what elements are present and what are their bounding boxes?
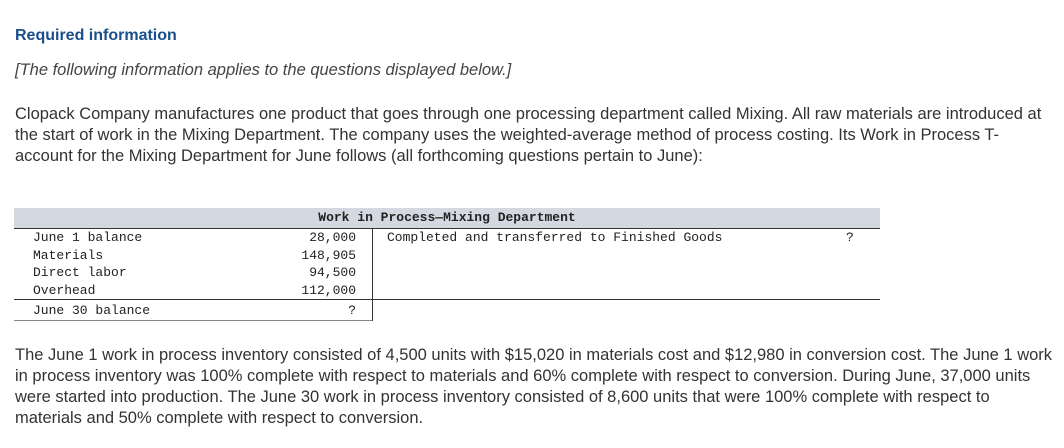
credit-label-transferred: Completed and transferred to Finished Goods bbox=[387, 230, 723, 245]
t-account-bottom-line bbox=[14, 320, 372, 321]
debit-label-direct-labor: Direct labor bbox=[33, 265, 127, 280]
intro-paragraph: Clopack Company manufactures one product that goes through one processing department called Mixing. All raw materials are introduced at the start of work in the Mixing Department. The company uses the weighted-average method of process costing. Its Work in Process T-account for the Mixing Department for June follows (all forthcoming questions pertain to June): bbox=[15, 105, 1042, 165]
t-account-divider bbox=[372, 228, 373, 321]
debit-amount-june1: 28,000 bbox=[309, 230, 356, 245]
debit-amount-materials: 148,905 bbox=[301, 248, 356, 263]
t-account-total-line bbox=[14, 299, 880, 300]
ending-balance-label: June 30 balance bbox=[33, 303, 151, 318]
t-account-title: Work in Process—Mixing Department bbox=[318, 210, 576, 225]
debit-amount-direct-labor: 94,500 bbox=[309, 265, 356, 280]
details-paragraph: The June 1 work in process inventory consisted of 4,500 units with $15,020 in materials cost and $12,980 in conversion cost. The June 1 work in process inventory was 100% complete with respect to materials and 60% complete with respect to conversion. During June, 37,000 units were started into production. The June 30 work in process inventory consisted of 8,600 units that were 100% complete with respect to materials and 50% complete with respect to conversion. bbox=[15, 346, 1053, 427]
debit-label-overhead: Overhead bbox=[33, 283, 96, 298]
instruction-note: [The following information applies to the questions displayed below.] bbox=[15, 61, 512, 79]
debit-amount-overhead: 112,000 bbox=[301, 283, 356, 298]
debit-label-materials: Materials bbox=[33, 248, 104, 263]
required-information-heading: Required information bbox=[15, 27, 177, 44]
t-account-header bbox=[14, 208, 880, 229]
credit-amount-transferred: ? bbox=[846, 230, 854, 245]
debit-label-june1: June 1 balance bbox=[33, 230, 143, 245]
work-in-process-t-account bbox=[14, 208, 880, 322]
ending-balance-amount: ? bbox=[348, 303, 356, 318]
